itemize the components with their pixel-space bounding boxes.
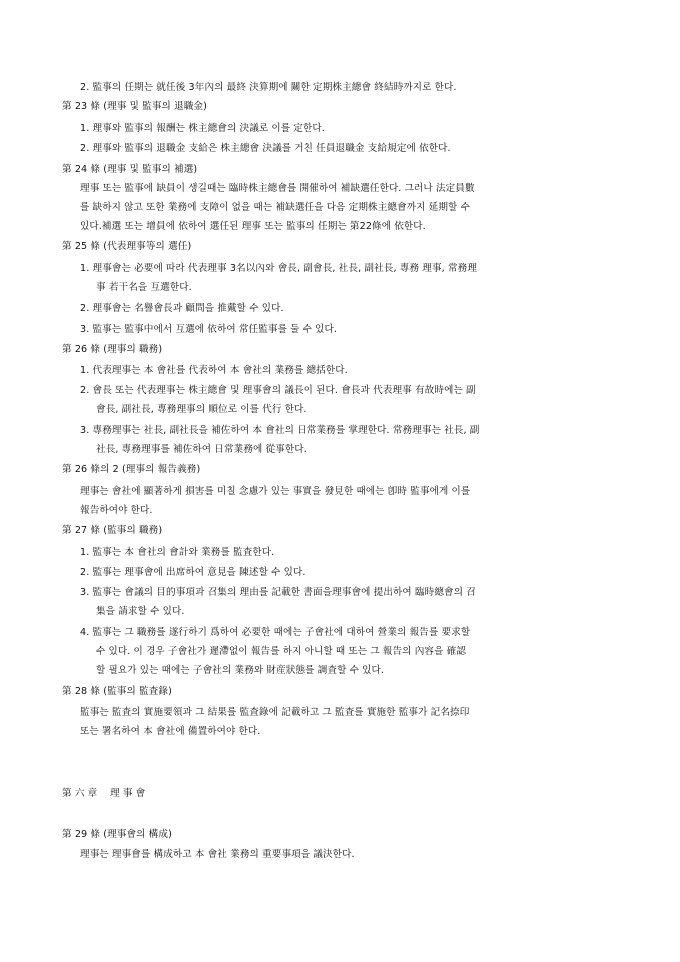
chapter-6-heading: 第 六 章 理 事 會: [62, 788, 146, 799]
article-28-text-line-1: 監事는 監査의 實施要領과 그 結果를 監査錄에 記載하고 그 監査를 實施한 監事가 記名捺印: [80, 707, 470, 718]
article-29-text: 理事는 理事會를 構成하고 本 會社 業務의 重要事項을 議決한다.: [80, 849, 355, 860]
article-23-item-1: 1. 理事와 監事의 報酬는 株主總會의 決議로 이를 定한다.: [80, 123, 325, 134]
article-27-item-3-line-2: 集을 請求할 수 있다.: [96, 606, 185, 617]
article-27-item-4-line-2: 수 있다. 이 경우 子會社가 遲滯없이 報告를 하지 아니할 때 또는 그 報告의 內容을 確認: [96, 646, 466, 657]
article-29-heading: 第 29 條 (理事會의 構成): [62, 829, 172, 840]
article-25-heading: 第 25 條 (代表理事等의 選任): [62, 241, 192, 252]
article-27-heading: 第 27 條 (監事의 職務): [62, 525, 163, 536]
article-28-text-line-2: 또는 署名하여 本 會社에 備置하여야 한다.: [80, 726, 261, 737]
article-25-item-2: 2. 理事會는 名譽會長과 顧問을 推戴할 수 있다.: [80, 303, 284, 314]
article-27-item-4-line-3: 할 필요가 있는 때에는 子會社의 業務와 財産狀態를 調査할 수 있다.: [96, 665, 385, 676]
article-24-text-line-2: 를 缺하지 않고 또한 業務에 支障이 없을 때는 補缺選任을 다음 定期株主總會까지 延期할 수: [80, 202, 470, 213]
article-23-heading: 第 23 條 (理事 및 監事의 退職金): [62, 101, 207, 112]
article-26-item-2-line-2: 會長, 副社長, 專務理事의 順位로 이를 代行 한다.: [96, 404, 307, 415]
article-28-heading: 第 28 條 (監事의 監査錄): [62, 686, 172, 697]
article-26-item-3-line-2: 社長, 專務理事를 補佐하여 日常業務에 從事한다.: [96, 444, 307, 455]
article-24-text-line-3: 있다.補選 또는 增員에 依하여 選任된 理事 또는 監事의 任期는 第22條에 依한다.: [80, 221, 426, 232]
article-26-item-2-line-1: 2. 會長 또는 代表理事는 株主總會 및 理事會의 議長이 된다. 會長과 代表理事 有故時에는 副: [80, 385, 476, 396]
article-24-text-line-1: 理事 또는 監事에 缺員이 생길때는 臨時株主總會를 開催하여 補缺選任한다. 그러나 法定員數: [80, 183, 475, 194]
article-26-item-3-line-1: 3. 專務理事는 社長, 副社長을 補佐하여 本 會社의 日常業務를 掌理한다. 常務理事는 社長, 副: [80, 425, 480, 436]
article-27-item-2: 2. 監事는 理事會에 出席하여 意見을 陳述할 수 있다.: [80, 567, 306, 578]
article-27-item-1: 1. 監事는 本 會社의 會計와 業務를 監査한다.: [80, 547, 275, 558]
article-25-item-1-line-1: 1. 理事會는 必要에 따라 代表理事 3名以內와 會長, 副會長, 社長, 副社長, 專務 理事, 常務理: [80, 263, 478, 274]
article-26-2-text-line-1: 理事는 會社에 顯著하게 損害를 미칠 念慮가 있는 事實을 發見한 때에는 卽時 監事에게 이를: [80, 486, 471, 497]
article-26-item-1: 1. 代表理事는 本 會社를 代表하여 本 會社의 業務를 總括한다.: [80, 365, 348, 376]
article-27-item-3-line-1: 3. 監事는 會議의 目的事項과 召集의 理由를 記載한 書面을理事會에 提出하여 臨時總會의 召: [80, 587, 476, 598]
article-25-item-1-line-2: 事 若干名을 互選한다.: [96, 282, 192, 293]
article-27-item-4-line-1: 4. 監事는 그 職務를 遂行하기 爲하여 必要한 때에는 子會社에 대하여 營業의 報告를 要求할: [80, 627, 471, 638]
article-26-2-text-line-2: 報告하여야 한다.: [80, 505, 153, 516]
article-24-heading: 第 24 條 (理事 및 監事의 補選): [62, 164, 198, 175]
article-23-item-2: 2. 理事와 監事의 退職金 支給은 株主總會 決議를 거친 任員退職金 支給規定에 依한다.: [80, 143, 451, 154]
clause-22-item-2: 2. 監事의 任期는 就任後 3年內의 最終 決算期에 關한 定期株主總會 終結時까지로 한다.: [80, 82, 457, 93]
article-26-heading: 第 26 條 (理事의 職務): [62, 344, 163, 355]
article-26-2-heading: 第 26 條의 2 (理事의 報告義務): [62, 464, 201, 475]
article-25-item-3: 3. 監事는 監事中에서 互選에 依하여 常任監事를 둘 수 있다.: [80, 324, 338, 335]
